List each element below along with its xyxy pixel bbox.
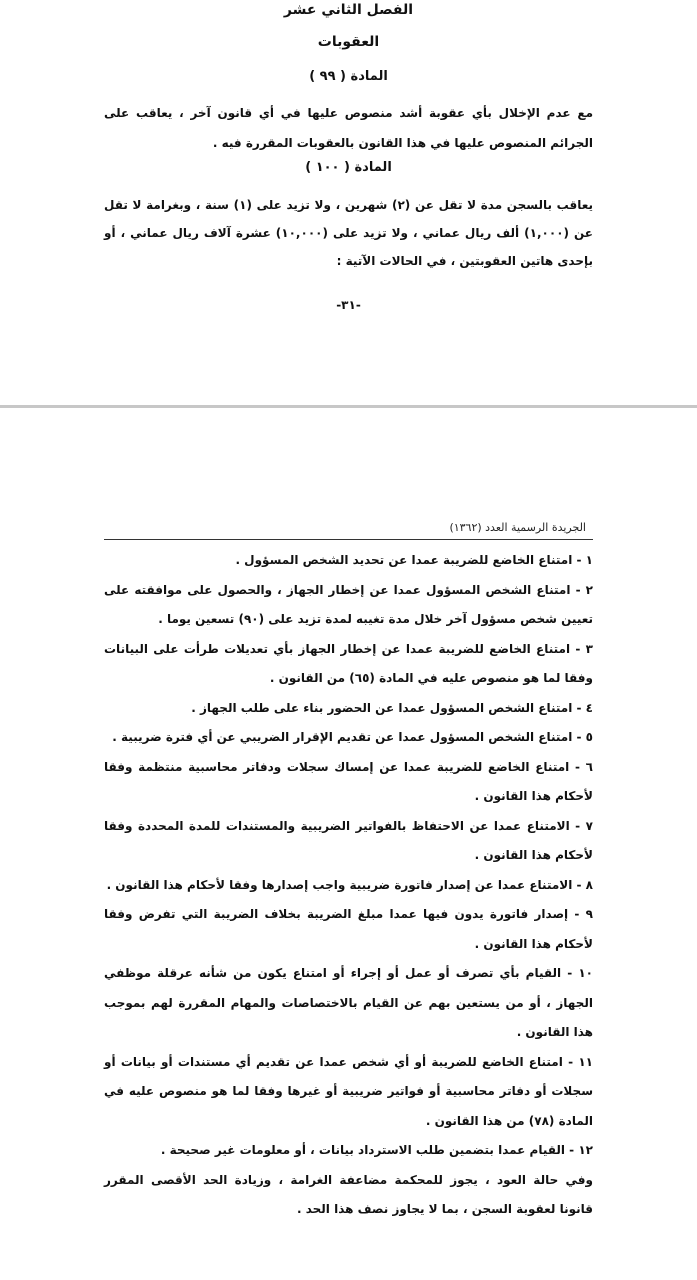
- list-item: ٣ - امتناع الخاضع للضريبة عمدا عن إخطار الجهاز بأي تعديلات طرأت على البيانات وفقا لما هو منصوص عليه في المادة (٦٥) من القانون .: [104, 641, 593, 685]
- page-number: -٣١-: [336, 298, 361, 312]
- list-item: ١ - امتناع الخاضع للضريبة عمدا عن تحديد الشخص المسؤول .: [235, 553, 593, 567]
- list-item: ٩ - إصدار فاتورة يدون فيها عمدا مبلغ الضريبة بخلاف الضريبة التي تفرض وفقا لأحكام هذا القانون .: [104, 907, 593, 951]
- list-item: ٨ - الامتناع عمدا عن إصدار فاتورة ضريبية واجب إصدارها وفقا لأحكام هذا القانون .: [106, 877, 593, 892]
- list-item: ١٠ - القيام بأي تصرف أو عمل أو إجراء أو امتناع يكون من شأنه عرقلة موظفي الجهاز ، أو من يستعين بهم عن القيام بالاختصاصات والمهام المقررة لهم بموجب هذا القانون .: [104, 966, 593, 1039]
- list-item: ١١ - امتناع الخاضع للضريبة أو أي شخص عمدا عن تقديم أي مستندات أو بيانات أو سجلات أو دفاتر محاسبية أو فواتير ضريبية أو غيرها وفقا لما هو منصوص عليه في المادة (٧٨) من هذا القانون .: [104, 1054, 593, 1128]
- list-item: ٥ - امتناع الشخص المسؤول عمدا عن تقديم الإقرار الضريبي عن أي فترة ضريبية .: [112, 730, 593, 744]
- chapter-title: الفصل الثاني عشر: [283, 2, 414, 18]
- article-99-text: مع عدم الإخلال بأي عقوبة أشد منصوص عليها في أي قانون آخر ، يعاقب على الجرائم المنصوص عليها في هذا القانون بالعقوبات المقررة فيه .: [104, 106, 593, 150]
- list-item: ١٢ - القيام عمدا بتضمين طلب الاسترداد بيانات ، أو معلومات غير صحيحة .: [160, 1143, 593, 1157]
- closing-paragraph: وفي حالة العود ، يجوز للمحكمة مضاعفة الغرامة ، وزيادة الحد الأقصى المقرر قانونا لعقوبة السجن ، بما لا يجاوز نصف هذا الحد .: [104, 1172, 593, 1216]
- article-100-heading: المادة ( ١٠٠ ): [305, 160, 392, 175]
- article-100-text: يعاقب بالسجن مدة لا تقل عن (٢) شهرين ، ولا تزيد على (١) سنة ، وبغرامة لا تقل عن (١,٠٠٠) ألف ريال عماني ، ولا تزيد على (١٠,٠٠٠) عشرة آلاف ريال عماني ، أو بإحدى هاتين العقوبتين ، في الحالات الآتية :: [104, 198, 593, 268]
- gazette-header: الجريدة الرسمية العدد (١٣٦٢): [449, 521, 586, 534]
- page-bottom: [0, 408, 697, 1280]
- list-item: ٧ - الامتناع عمدا عن الاحتفاظ بالفواتير الضريبية والمستندات للمدة المحددة وفقا لأحكام هذا القانون .: [104, 818, 593, 862]
- list-item: ٤ - امتناع الشخص المسؤول عمدا عن الحضور بناء على طلب الجهاز .: [191, 700, 593, 715]
- page-top: [0, 0, 697, 405]
- section-title: العقوبات: [317, 34, 380, 50]
- list-item: ٦ - امتناع الخاضع للضريبة عمدا عن إمساك سجلات ودفاتر محاسبية منتظمة وفقا لأحكام هذا القانون .: [104, 759, 593, 803]
- list-item: ٢ - امتناع الشخص المسؤول عمدا عن إخطار الجهاز ، والحصول على موافقته على تعيين شخص مسؤول آخر خلال مدة تغيبه لمدة تزيد على (٩٠) تسعين يوما .: [104, 582, 593, 626]
- header-rule: [104, 539, 593, 540]
- article-99-heading: المادة ( ٩٩ ): [309, 69, 388, 84]
- penalty-list: [104, 546, 593, 1225]
